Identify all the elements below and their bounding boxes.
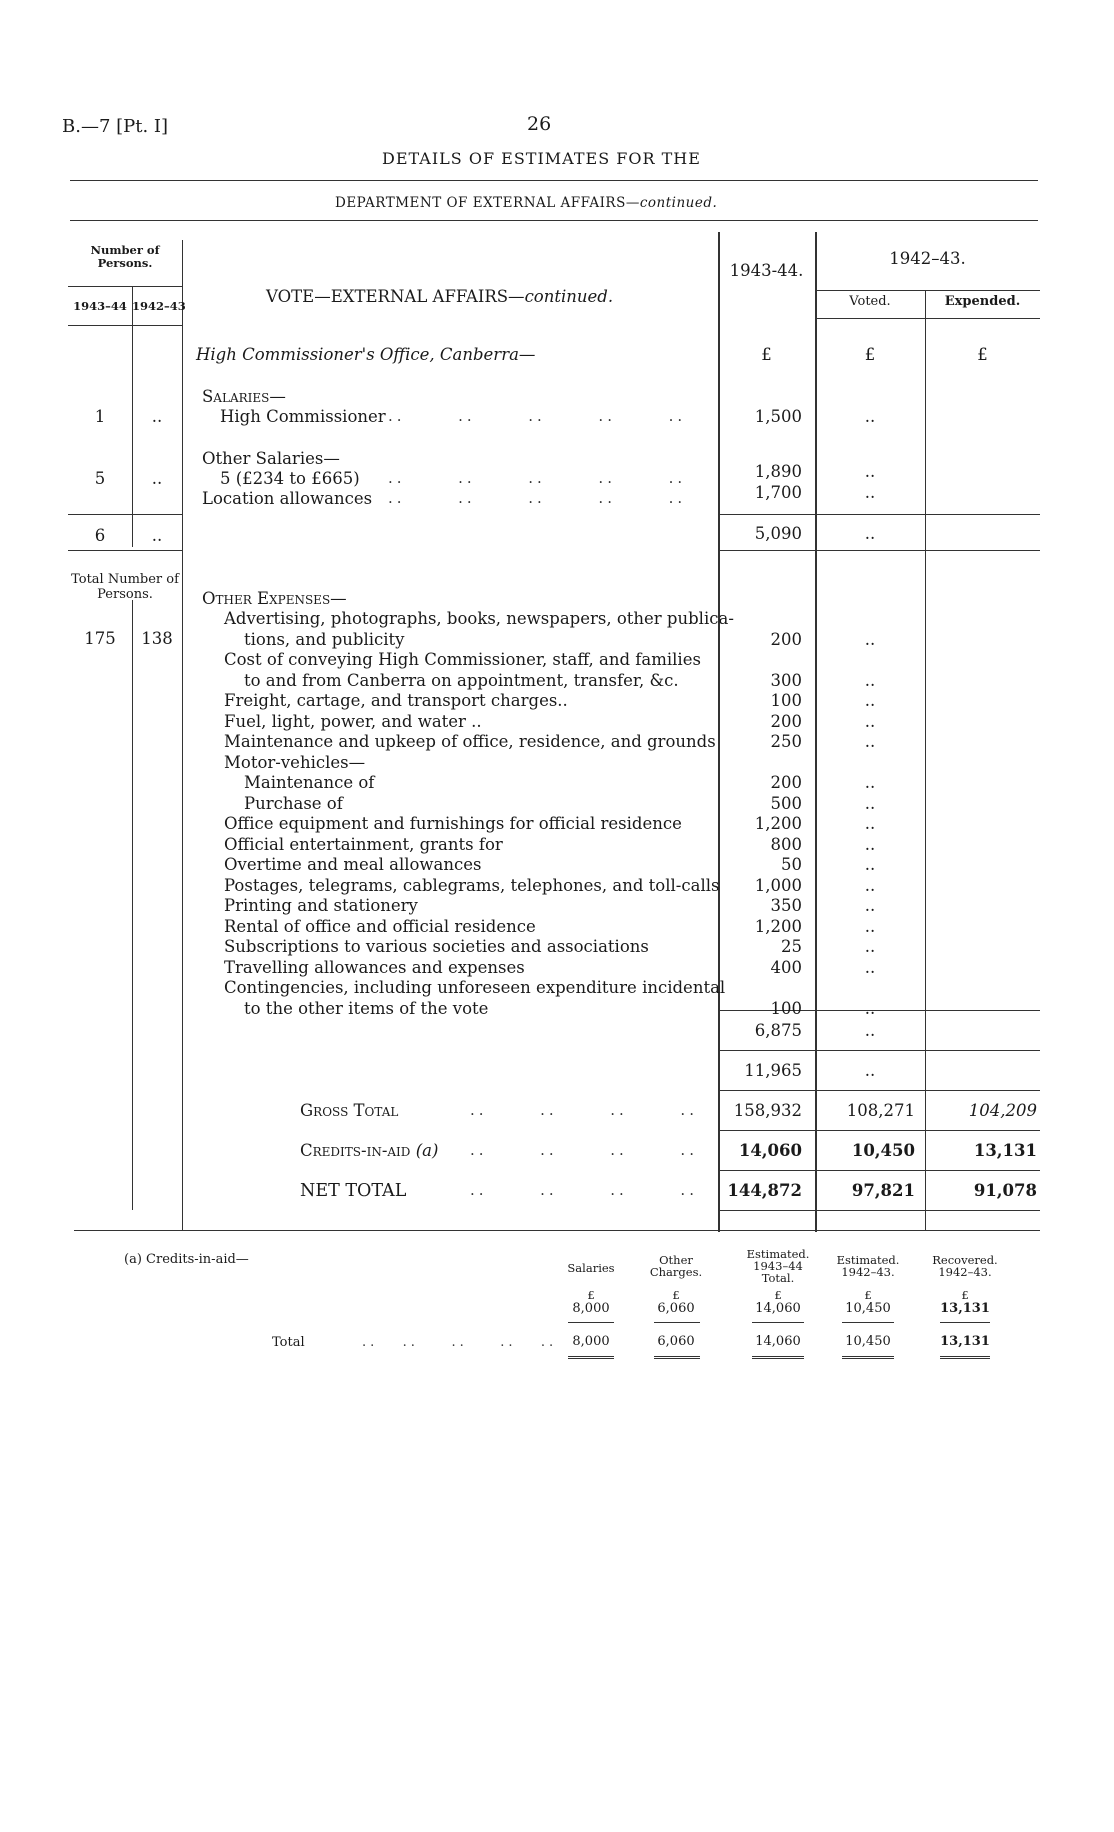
salaries-subtotal-persons-1943: 6 [94, 526, 106, 545]
footnote-double-rule [940, 1356, 990, 1359]
footnote-total-recovered: 13,131 [940, 1334, 990, 1349]
five-label: 5 (£234 to £665) [220, 469, 360, 488]
footnote-total-salaries: 8,000 [572, 1334, 610, 1349]
expense-item-voted: .. [864, 834, 876, 854]
gross-total-voted: 108,271 [846, 1101, 915, 1120]
salaries-subtotal-rule-top [718, 514, 1040, 515]
net-total-expended: 91,078 [973, 1181, 1037, 1200]
expense-item-voted: .. [864, 670, 876, 690]
footnote-double-rule [568, 1356, 614, 1359]
footnote-double-rule [654, 1356, 700, 1359]
expense-item-label: Advertising, photographs, books, newspapers, other publica- [224, 609, 734, 628]
vote-title-text: VOTE—EXTERNAL AFFAIRS— [266, 287, 525, 306]
leader-dots: .. .. .. .. [470, 1141, 698, 1159]
net-total-estimate: 144,872 [727, 1181, 802, 1200]
expense-item-estimate: 50 [781, 855, 802, 874]
footnote-rule [842, 1322, 894, 1323]
expense-item-label: Postages, telegrams, cablegrams, telephones, and toll-calls [224, 875, 720, 895]
credits-label-text: Credits-in-aid [300, 1141, 411, 1160]
credits-label [300, 1142, 438, 1160]
footnote-estimated-1942-value: 10,450 [845, 1301, 891, 1316]
vote-title-continued: continued. [524, 287, 614, 306]
expense-item-voted: .. [864, 711, 876, 731]
expense-item-label: Fuel, light, power, and water .. [224, 711, 482, 731]
footnote-estimated-total-value: 14,060 [755, 1301, 801, 1316]
number-of-persons-heading: Number of Persons. [90, 243, 160, 270]
department-name: DEPARTMENT OF EXTERNAL AFFAIRS— [335, 195, 640, 211]
header-rule [70, 180, 1038, 181]
expense-item-estimate: 1,000 [754, 875, 802, 895]
col-rule-persons-lower [132, 600, 133, 1210]
expense-item-voted: .. [864, 691, 876, 710]
office-heading: High Commissioner's Office, Canberra— [196, 345, 536, 364]
gross-total-label: Gross Total [300, 1101, 399, 1120]
footnote-total-label: Total [272, 1335, 305, 1350]
office-total-rule-bottom [718, 1090, 1040, 1091]
credits-voted: 10,450 [851, 1141, 915, 1160]
footnote-pound: £ [672, 1288, 680, 1302]
expense-item-label-cont: to the other items of the vote [244, 998, 489, 1018]
net-total-label: NET TOTAL [300, 1181, 407, 1201]
department-rule [70, 220, 1038, 221]
currency-estimate: £ [761, 345, 772, 364]
persons-year-rule [68, 325, 182, 326]
expense-item-label: Overtime and meal allowances [224, 855, 482, 874]
expense-item-label: Cost of conveying High Commissioner, staff, and families [224, 650, 701, 669]
persons-subtotal-rule-top [68, 514, 182, 515]
other-total-rule-bottom [718, 1050, 1040, 1051]
expense-item-label-cont: tions, and publicity [244, 629, 405, 649]
expense-item-label: Office equipment and furnishings for official residence [224, 814, 682, 833]
five-persons-1943: 5 [94, 469, 106, 488]
expense-item-label: Printing and stationery [224, 896, 418, 915]
expense-item-voted: .. [864, 855, 876, 874]
footnote-rule [568, 1322, 614, 1323]
expense-item-label: Maintenance and upkeep of office, residence, and grounds [224, 732, 716, 751]
col-rule-estimate [718, 232, 720, 1232]
total-persons-1943: 175 [84, 629, 116, 648]
location-estimate: 1,700 [754, 483, 802, 502]
expense-item-estimate: 25 [781, 937, 802, 956]
gross-total-rule-bottom [718, 1130, 1040, 1131]
five-persons-1942: .. [151, 469, 163, 488]
hc-label: High Commissioner [220, 407, 386, 426]
salaries-subtotal-persons-1942: .. [151, 526, 163, 545]
expense-item-estimate: 800 [770, 834, 802, 854]
expense-item-voted: .. [864, 998, 876, 1018]
other-expenses-total-voted: .. [864, 1021, 876, 1040]
salaries-subtotal-rule-bottom [718, 550, 1040, 551]
footnote-pound: £ [774, 1288, 782, 1302]
footnote-total-estimated-1942: 10,450 [845, 1334, 891, 1349]
expense-item-estimate: 100 [770, 998, 802, 1018]
hc-persons-1942: .. [151, 407, 163, 426]
hc-estimate: 1,500 [754, 407, 802, 426]
expense-item-estimate: 350 [770, 896, 802, 915]
currency-expended: £ [977, 345, 988, 364]
leader-dots: .. .. .. .. .. [388, 407, 687, 425]
net-total-voted: 97,821 [851, 1181, 915, 1200]
gross-total-estimate: 158,932 [733, 1101, 802, 1120]
location-voted: .. [864, 483, 876, 502]
salaries-heading: Salaries— [202, 387, 286, 406]
footnote-double-rule [842, 1356, 894, 1359]
year-1942-rule [815, 290, 1040, 291]
footnote-other-heading: Other Charges. [649, 1253, 703, 1279]
footnote-pound: £ [961, 1288, 969, 1302]
footnote-pound: £ [587, 1288, 595, 1302]
office-total-estimate: 11,965 [744, 1061, 802, 1080]
page-number: 26 [527, 113, 552, 135]
footnote-double-rule [752, 1356, 804, 1359]
expense-item-voted: .. [864, 793, 876, 813]
expense-item-voted: .. [864, 957, 876, 977]
expense-item-estimate: 200 [770, 629, 802, 649]
leader-dots: .. .. .. .. [470, 1101, 698, 1119]
leader-dots: .. .. .. .. .. [388, 489, 687, 507]
expense-item-estimate: 400 [770, 957, 802, 977]
net-total-rule-bottom [718, 1210, 1040, 1211]
expense-item-voted: .. [864, 916, 876, 936]
hc-voted: .. [864, 407, 876, 426]
expense-item-label: Subscriptions to various societies and associations [224, 937, 649, 956]
expense-item-estimate: 300 [770, 670, 802, 690]
total-persons-1942: 138 [141, 629, 173, 648]
col-rule-voted [815, 232, 817, 1232]
expense-item-label: Contingencies, including unforeseen expenditure incidental [224, 978, 726, 997]
footnote-estimated-total-heading: Estimated. 1943–44 Total. [746, 1247, 810, 1285]
col-rule-expended [925, 290, 926, 1230]
expense-item-voted: .. [864, 875, 876, 895]
year-1942-43-heading: 1942–43. [889, 249, 966, 268]
persons-1943-44-heading: 1943–44 [73, 299, 127, 313]
expense-item-estimate: 200 [770, 711, 802, 731]
office-total-voted: .. [864, 1061, 876, 1080]
footnote-total-estimated: 14,060 [755, 1334, 801, 1349]
salaries-subtotal-estimate: 5,090 [754, 524, 802, 543]
five-voted: .. [864, 462, 876, 481]
other-expenses-total-estimate: 6,875 [754, 1021, 802, 1040]
footnote-label: (a) Credits-in-aid— [124, 1252, 249, 1267]
expense-item-voted: .. [864, 629, 876, 649]
five-estimate: 1,890 [754, 462, 802, 481]
department-heading [335, 196, 717, 210]
footnote-recovered-value: 13,131 [940, 1301, 990, 1316]
footnote-salaries-value: 8,000 [572, 1301, 610, 1316]
location-label: Location allowances [202, 489, 373, 508]
footnote-other-value: 6,060 [657, 1301, 695, 1316]
footnote-salaries-heading: Salaries [567, 1261, 615, 1275]
persons-subtotal-rule-bottom [68, 550, 182, 551]
persons-head-rule [68, 286, 182, 287]
leader-dots: .. .. .. .. .. [388, 469, 687, 487]
voted-heading: Voted. [849, 294, 891, 309]
footnote-total-other: 6,060 [657, 1334, 695, 1349]
credits-note: (a) [415, 1141, 439, 1160]
expense-item-estimate: 1,200 [754, 814, 802, 833]
expense-item-label: Maintenance of [244, 773, 375, 792]
salaries-subtotal-voted: .. [864, 524, 876, 543]
expense-item-label: Official entertainment, grants for [224, 834, 503, 854]
expense-item-voted: .. [864, 732, 876, 751]
expense-item-estimate: 100 [770, 691, 802, 710]
other-salaries-heading: Other Salaries— [202, 449, 340, 468]
other-expenses-heading: Other Expenses— [202, 589, 347, 608]
expense-item-estimate: 500 [770, 793, 802, 813]
expense-item-label-cont: to and from Canberra on appointment, transfer, &c. [244, 670, 679, 690]
footnote-pound: £ [864, 1288, 872, 1302]
expense-item-label: Rental of office and official residence [224, 916, 536, 936]
footnote-rule [752, 1322, 804, 1323]
col-rule-vote [182, 240, 183, 1230]
expense-item-estimate: 250 [770, 732, 802, 751]
expense-item-label: Freight, cartage, and transport charges.. [224, 691, 568, 710]
persons-1942-43-heading: 1942–43 [132, 299, 186, 313]
expense-item-label: Purchase of [244, 793, 343, 813]
expense-item-label: Travelling allowances and expenses [224, 957, 525, 977]
document-reference: B.—7 [Pt. I] [62, 116, 169, 137]
expense-item-estimate: 200 [770, 773, 802, 792]
department-continued: continued. [639, 195, 718, 211]
footnote-recovered-heading: Recovered. 1942–43. [932, 1253, 998, 1279]
credits-expended: 13,131 [973, 1141, 1037, 1160]
expense-item-voted: .. [864, 896, 876, 915]
vote-title [266, 288, 613, 306]
expense-item-voted: .. [864, 814, 876, 833]
footnote-estimated-1942-heading: Estimated. 1942–43. [836, 1253, 900, 1279]
credits-estimate: 14,060 [738, 1141, 802, 1160]
table-bottom-rule [74, 1230, 1040, 1231]
expense-item-estimate: 1,200 [754, 916, 802, 936]
voted-head-rule [815, 318, 1040, 319]
expended-heading: Expended. [944, 294, 1021, 309]
credits-rule-bottom [718, 1170, 1040, 1171]
currency-voted: £ [864, 345, 876, 364]
expense-item-label: Motor-vehicles— [224, 752, 366, 772]
estimate-1943-44-heading: 1943-44. [729, 261, 804, 280]
gross-total-expended: 104,209 [968, 1101, 1037, 1120]
footnote-rule [940, 1322, 990, 1323]
expense-item-voted: .. [864, 937, 876, 956]
expense-item-voted: .. [864, 773, 876, 792]
total-persons-heading: Total Number of Persons. [71, 572, 179, 602]
leader-dots: .. .. .. .. .. [362, 1335, 558, 1350]
leader-dots: .. .. .. .. [470, 1181, 698, 1199]
hc-persons-1943: 1 [94, 407, 106, 426]
footnote-rule [654, 1322, 700, 1323]
page-title: DETAILS OF ESTIMATES FOR THE [382, 149, 701, 168]
